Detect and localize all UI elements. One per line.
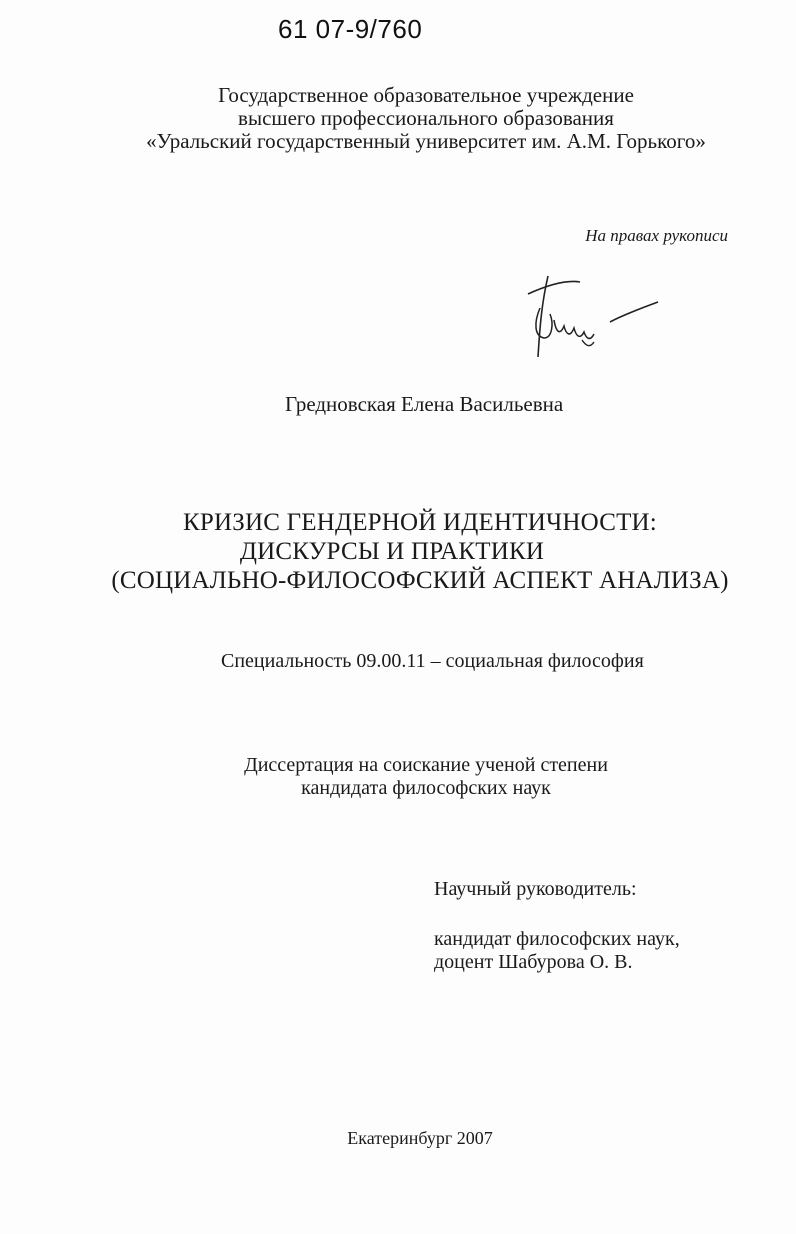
institution-header bbox=[0, 84, 796, 153]
title-line-3: (СОЦИАЛЬНО-ФИЛОСОФСКИЙ АСПЕКТ АНАЛИЗА) bbox=[111, 567, 729, 594]
supervisor-name: доцент Шабурова О. В. bbox=[434, 951, 633, 973]
dissertation-title bbox=[0, 508, 796, 595]
degree-statement bbox=[0, 754, 796, 800]
supervisor-title: кандидат философских наук, bbox=[434, 928, 680, 950]
institution-line-3: «Уральский государственный университет им. А.М. Горького» bbox=[146, 129, 706, 153]
supervisor-info bbox=[434, 928, 680, 974]
degree-line-2: кандидата философских наук bbox=[301, 777, 551, 799]
title-line-2: ДИСКУРСЫ И ПРАКТИКИ bbox=[239, 538, 545, 565]
author-name: Гредновская Елена Васильевна bbox=[285, 392, 564, 416]
title-line-1: КРИЗИС ГЕНДЕРНОЙ ИДЕНТИЧНОСТИ: bbox=[183, 509, 657, 536]
institution-line-2: высшего профессионального образования bbox=[238, 106, 614, 130]
author-signature bbox=[520, 262, 670, 362]
degree-line-1: Диссертация на соискание ученой степени bbox=[244, 754, 608, 776]
archive-stamp-number: 61 07-9/760 bbox=[278, 14, 423, 44]
city-and-year: Екатеринбург 2007 bbox=[347, 1128, 493, 1148]
specialty-line: Специальность 09.00.11 – социальная философия bbox=[221, 650, 644, 672]
manuscript-rights-note: На правах рукописи bbox=[585, 226, 728, 245]
supervisor-label: Научный руководитель: bbox=[434, 878, 637, 900]
institution-line-1: Государственное образовательное учреждение bbox=[218, 83, 634, 107]
